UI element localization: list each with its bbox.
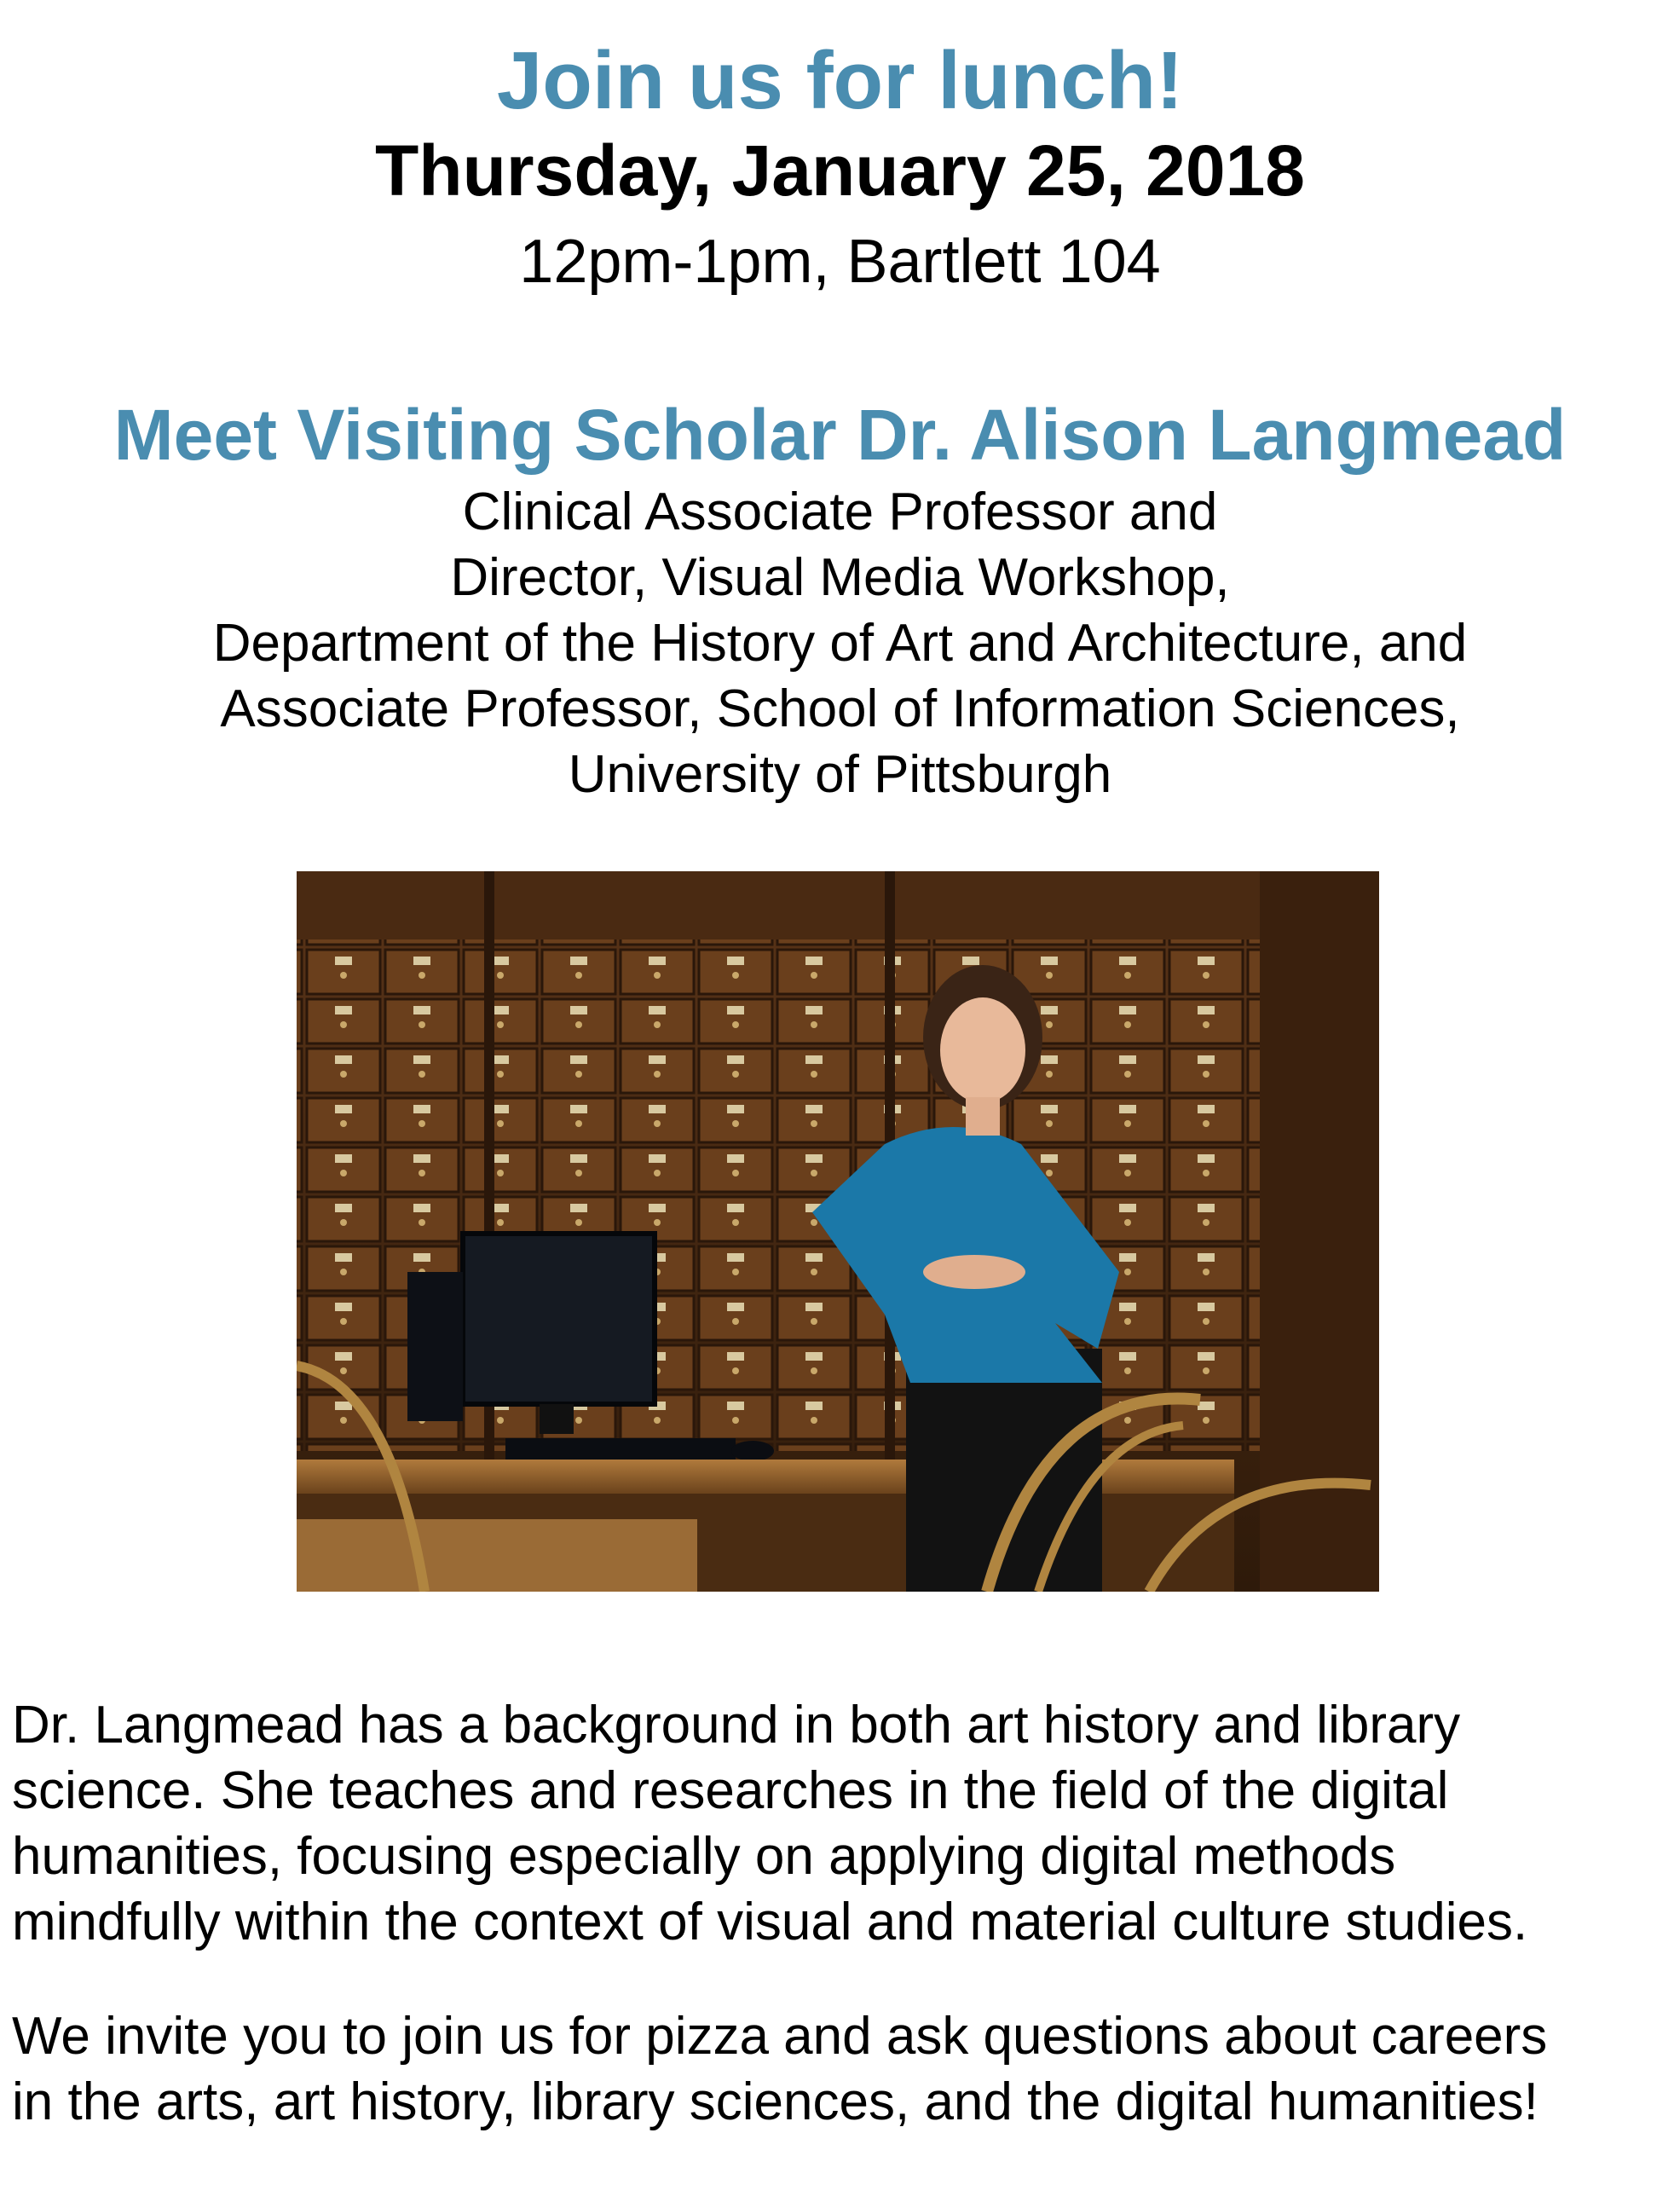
headline: Join us for lunch! <box>496 35 1184 126</box>
title-line: University of Pittsburgh <box>568 745 1112 804</box>
photo-illustration <box>297 871 1379 1592</box>
title-line: Associate Professor, School of Information Sciences, <box>220 679 1460 738</box>
title-line: Clinical Associate Professor and <box>462 483 1218 541</box>
bio-line: mindfully within the context of visual and material culture studies. <box>12 1893 1528 1951</box>
scholar-heading: Meet Visiting Scholar Dr. Alison Langmead <box>113 395 1567 475</box>
title-line: Director, Visual Media Workshop, <box>450 548 1230 607</box>
event-time-location: 12pm-1pm, Bartlett 104 <box>519 228 1161 296</box>
bio-line: humanities, focusing especially on applying digital methods <box>12 1827 1396 1886</box>
invite-paragraph <box>12 2003 1674 2135</box>
invite-line: We invite you to join us for pizza and ask questions about careers <box>12 2007 1548 2066</box>
scholar-titles <box>0 479 1680 807</box>
event-date: Thursday, January 25, 2018 <box>374 130 1305 211</box>
scholar-photo <box>297 871 1379 1592</box>
bio-line: science. She teaches and researches in the field of the digital <box>12 1761 1449 1820</box>
bio-paragraph <box>12 1692 1674 1955</box>
title-line: Department of the History of Art and Architecture, and <box>212 614 1468 673</box>
invite-line: in the arts, art history, library sciences, and the digital humanities! <box>12 2072 1539 2131</box>
bio-line: Dr. Langmead has a background in both art history and library <box>12 1696 1461 1754</box>
